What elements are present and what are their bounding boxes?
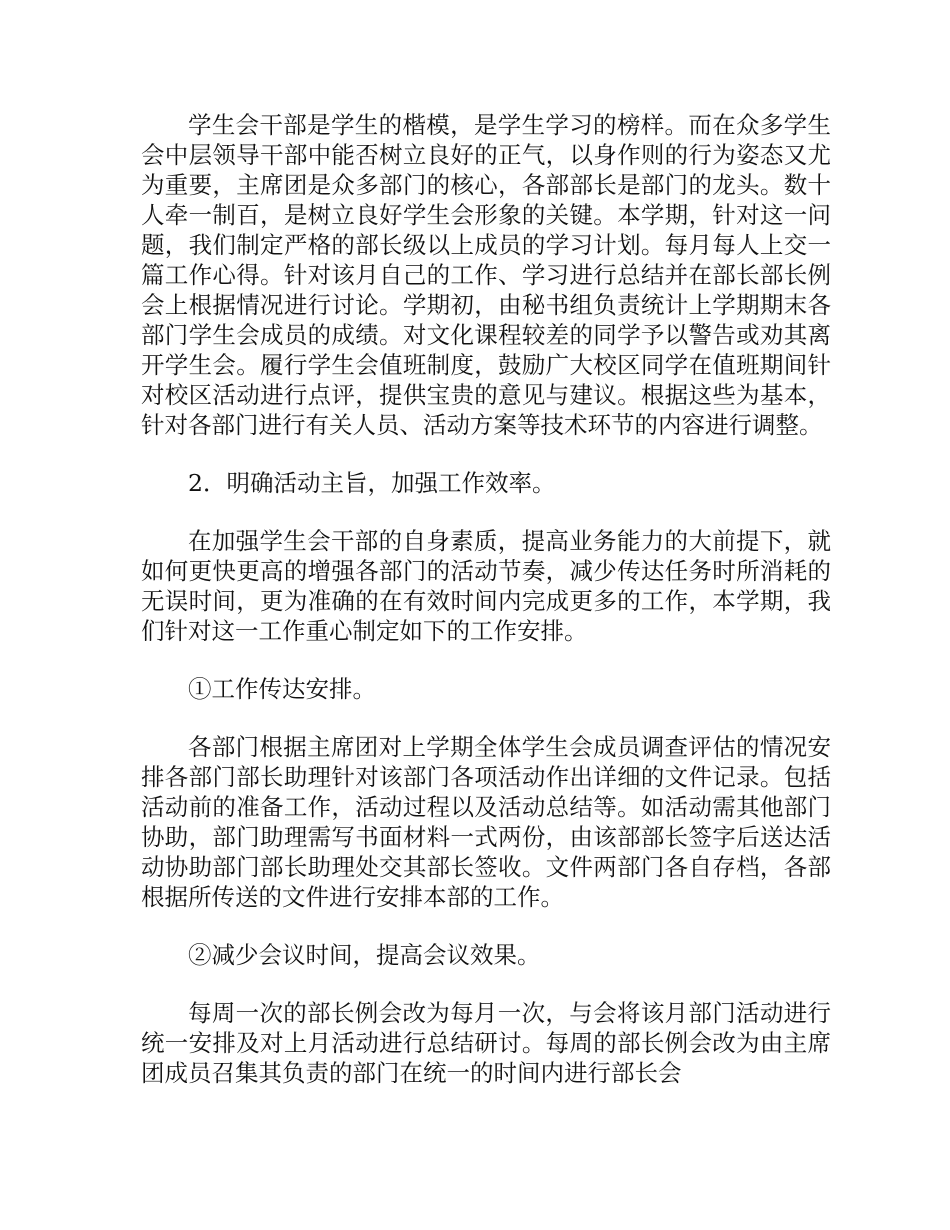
section-heading-activity-purpose: 2．明确活动主旨，加强工作效率。 [188, 469, 556, 497]
document-body [141, 110, 831, 1116]
paragraph-department-documents: 各部门根据主席团对上学期全体学生会成员调查评估的情况安排各部门部长助理针对该部门各项活动作出详细的文件记录。包括活动前的准备工作，活动过程以及活动总结等。如活动需其他部门协助，部门助理需写书面材料一式两份，由该部部长签字后送达活动协助部门部长助理处交其部长签收。文件两部门各自存档，各部根据所传送的文件进行安排本部的工作。 [141, 733, 831, 911]
subheading-work-delivery: ①工作传达安排。 [188, 675, 376, 703]
paragraph-weekly-meeting: 每周一次的部长例会改为每月一次，与会将该月部门活动进行统一安排及对上月活动进行总结研讨。每周的部长例会改为由主席团成员召集其负责的部门在统一的时间内进行部长会 [141, 999, 831, 1087]
paragraph-efficiency: 在加强学生会干部的自身素质，提高业务能力的大前提下，就如何更快更高的增强各部门的活动节奏，减少传达任务时所消耗的无误时间，更为准确的在有效时间内完成更多的工作，本学期，我们针对这一工作重心制定如下的工作安排。 [141, 527, 831, 645]
paragraph-student-leaders: 学生会干部是学生的楷模，是学生学习的榜样。而在众多学生会中层领导干部中能否树立良好的正气，以身作则的行为姿态又尤为重要，主席团是众多部门的核心，各部部长是部门的龙头。数十人牵一制百，是树立良好学生会形象的关键。本学期，针对这一问题，我们制定严格的部长级以上成员的学习计划。每月每人上交一篇工作心得。针对该月自己的工作、学习进行总结并在部长部长例会上根据情况进行讨论。学期初，由秘书组负责统计上学期期末各部门学生会成员的成绩。对文化课程较差的同学予以警告或劝其离开学生会。履行学生会值班制度，鼓励广大校区同学在值班期间针对校区活动进行点评，提供宝贵的意见与建议。根据这些为基本，针对各部门进行有关人员、活动方案等技术环节的内容进行调整。 [141, 111, 831, 439]
subheading-meeting-time: ②减少会议时间，提高会议效果。 [188, 941, 541, 969]
